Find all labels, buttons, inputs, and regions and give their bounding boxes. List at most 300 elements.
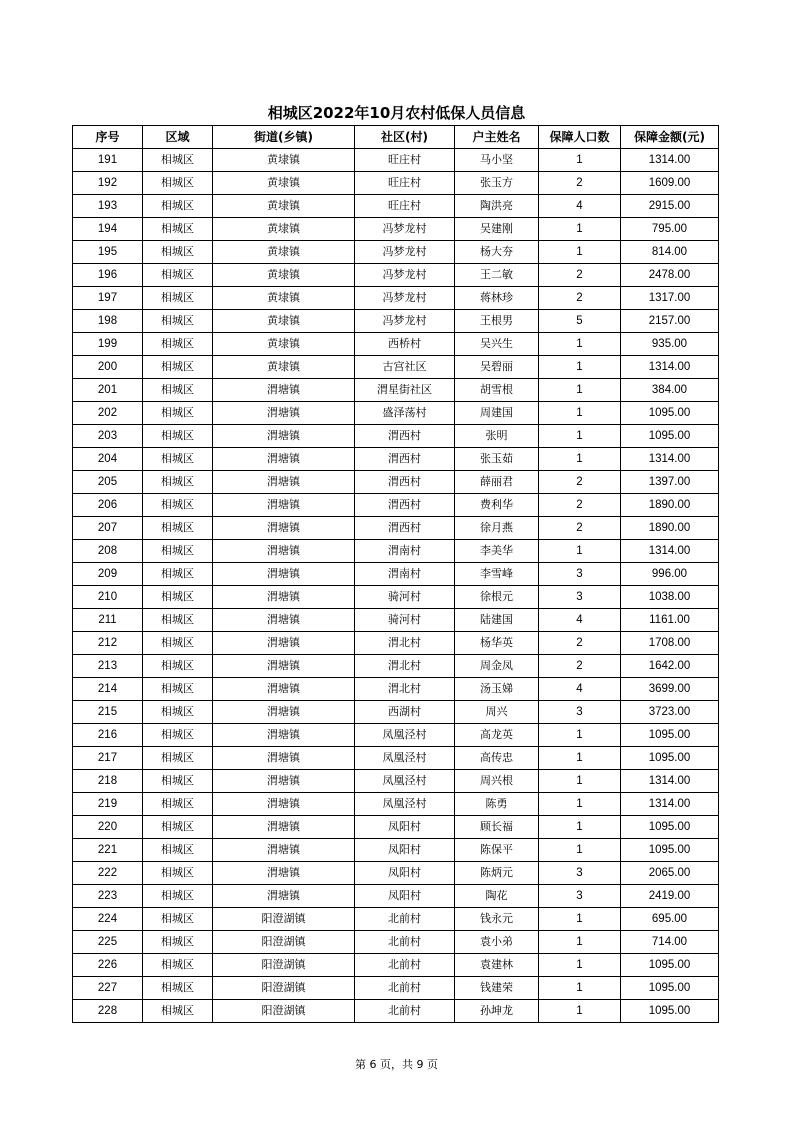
cell-street-town: 渭塘镇 — [213, 494, 355, 517]
cell-district: 相城区 — [143, 471, 213, 494]
cell-householder-name: 李雪峰 — [455, 563, 539, 586]
cell-district: 相城区 — [143, 655, 213, 678]
cell-seq-no: 223 — [73, 885, 143, 908]
subsistence-roster-table — [72, 125, 719, 1023]
table-row — [73, 609, 719, 632]
cell-community-village: 凤阳村 — [355, 862, 455, 885]
cell-householder-name: 陶花 — [455, 885, 539, 908]
cell-covered-persons: 3 — [539, 862, 621, 885]
cell-street-town: 黄埭镇 — [213, 172, 355, 195]
cell-seq-no: 220 — [73, 816, 143, 839]
cell-seq-no: 192 — [73, 172, 143, 195]
cell-householder-name: 李美华 — [455, 540, 539, 563]
cell-householder-name: 高传忠 — [455, 747, 539, 770]
cell-community-village: 渭西村 — [355, 517, 455, 540]
column-header-benefit-amount: 保障金额(元) — [621, 126, 719, 149]
cell-seq-no: 195 — [73, 241, 143, 264]
cell-district: 相城区 — [143, 793, 213, 816]
cell-benefit-amount: 935.00 — [621, 333, 719, 356]
table-row — [73, 333, 719, 356]
cell-district: 相城区 — [143, 632, 213, 655]
column-header-street-town: 街道(乡镇) — [213, 126, 355, 149]
table-row — [73, 816, 719, 839]
cell-district: 相城区 — [143, 149, 213, 172]
cell-householder-name: 杨大夯 — [455, 241, 539, 264]
cell-householder-name: 陈勇 — [455, 793, 539, 816]
cell-district: 相城区 — [143, 195, 213, 218]
cell-householder-name: 王二敏 — [455, 264, 539, 287]
cell-householder-name: 费利华 — [455, 494, 539, 517]
cell-benefit-amount: 2157.00 — [621, 310, 719, 333]
cell-covered-persons: 1 — [539, 931, 621, 954]
table-row — [73, 517, 719, 540]
cell-benefit-amount: 2915.00 — [621, 195, 719, 218]
page-footer: 第 6 页，共 9 页 — [355, 1058, 438, 1071]
table-row — [73, 149, 719, 172]
cell-district: 相城区 — [143, 563, 213, 586]
column-header-community-village: 社区(村) — [355, 126, 455, 149]
cell-street-town: 黄埭镇 — [213, 241, 355, 264]
cell-householder-name: 吴碧丽 — [455, 356, 539, 379]
cell-street-town: 渭塘镇 — [213, 678, 355, 701]
cell-benefit-amount: 1708.00 — [621, 632, 719, 655]
cell-community-village: 凤凰泾村 — [355, 770, 455, 793]
cell-street-town: 渭塘镇 — [213, 586, 355, 609]
cell-street-town: 黄埭镇 — [213, 310, 355, 333]
cell-street-town: 渭塘镇 — [213, 747, 355, 770]
cell-community-village: 骑河村 — [355, 609, 455, 632]
cell-benefit-amount: 2478.00 — [621, 264, 719, 287]
cell-householder-name: 袁建林 — [455, 954, 539, 977]
cell-street-town: 渭塘镇 — [213, 609, 355, 632]
cell-benefit-amount: 1890.00 — [621, 517, 719, 540]
cell-seq-no: 196 — [73, 264, 143, 287]
cell-covered-persons: 2 — [539, 632, 621, 655]
column-header-householder-name: 户主姓名 — [455, 126, 539, 149]
cell-householder-name: 陈炳元 — [455, 862, 539, 885]
cell-seq-no: 200 — [73, 356, 143, 379]
cell-district: 相城区 — [143, 885, 213, 908]
cell-covered-persons: 2 — [539, 471, 621, 494]
cell-benefit-amount: 1317.00 — [621, 287, 719, 310]
table-row — [73, 402, 719, 425]
cell-seq-no: 209 — [73, 563, 143, 586]
table-row — [73, 908, 719, 931]
cell-street-town: 阳澄湖镇 — [213, 954, 355, 977]
cell-seq-no: 212 — [73, 632, 143, 655]
cell-street-town: 黄埭镇 — [213, 149, 355, 172]
cell-householder-name: 周建国 — [455, 402, 539, 425]
cell-householder-name: 袁小弟 — [455, 931, 539, 954]
cell-district: 相城区 — [143, 931, 213, 954]
cell-district: 相城区 — [143, 494, 213, 517]
cell-community-village: 冯梦龙村 — [355, 264, 455, 287]
cell-district: 相城区 — [143, 678, 213, 701]
table-row — [73, 632, 719, 655]
cell-covered-persons: 1 — [539, 402, 621, 425]
cell-community-village: 古宫社区 — [355, 356, 455, 379]
cell-community-village: 盛泽荡村 — [355, 402, 455, 425]
cell-street-town: 渭塘镇 — [213, 379, 355, 402]
cell-seq-no: 228 — [73, 1000, 143, 1023]
table-row — [73, 425, 719, 448]
cell-community-village: 渭北村 — [355, 632, 455, 655]
cell-community-village: 渭西村 — [355, 425, 455, 448]
cell-benefit-amount: 3723.00 — [621, 701, 719, 724]
cell-covered-persons: 2 — [539, 517, 621, 540]
cell-householder-name: 周金凤 — [455, 655, 539, 678]
cell-covered-persons: 1 — [539, 1000, 621, 1023]
cell-seq-no: 203 — [73, 425, 143, 448]
cell-benefit-amount: 1095.00 — [621, 839, 719, 862]
table-row — [73, 195, 719, 218]
cell-covered-persons: 1 — [539, 908, 621, 931]
table-row — [73, 540, 719, 563]
cell-covered-persons: 1 — [539, 977, 621, 1000]
cell-district: 相城区 — [143, 540, 213, 563]
cell-benefit-amount: 996.00 — [621, 563, 719, 586]
cell-covered-persons: 1 — [539, 333, 621, 356]
cell-seq-no: 217 — [73, 747, 143, 770]
cell-community-village: 北前村 — [355, 954, 455, 977]
cell-benefit-amount: 814.00 — [621, 241, 719, 264]
cell-district: 相城区 — [143, 816, 213, 839]
cell-seq-no: 194 — [73, 218, 143, 241]
cell-covered-persons: 1 — [539, 149, 621, 172]
cell-seq-no: 207 — [73, 517, 143, 540]
cell-covered-persons: 2 — [539, 287, 621, 310]
cell-district: 相城区 — [143, 241, 213, 264]
column-header-seq-no: 序号 — [73, 126, 143, 149]
cell-benefit-amount: 1314.00 — [621, 149, 719, 172]
cell-community-village: 凤阳村 — [355, 885, 455, 908]
cell-district: 相城区 — [143, 862, 213, 885]
cell-householder-name: 徐月燕 — [455, 517, 539, 540]
cell-benefit-amount: 1314.00 — [621, 793, 719, 816]
cell-seq-no: 205 — [73, 471, 143, 494]
cell-benefit-amount: 3699.00 — [621, 678, 719, 701]
cell-street-town: 黄埭镇 — [213, 264, 355, 287]
cell-community-village: 渭西村 — [355, 494, 455, 517]
cell-community-village: 渭西村 — [355, 448, 455, 471]
cell-covered-persons: 3 — [539, 885, 621, 908]
cell-community-village: 渭西村 — [355, 471, 455, 494]
cell-householder-name: 吴兴生 — [455, 333, 539, 356]
cell-benefit-amount: 1890.00 — [621, 494, 719, 517]
cell-street-town: 渭塘镇 — [213, 425, 355, 448]
cell-seq-no: 225 — [73, 931, 143, 954]
cell-seq-no: 204 — [73, 448, 143, 471]
cell-householder-name: 马小坚 — [455, 149, 539, 172]
cell-district: 相城区 — [143, 425, 213, 448]
table-row — [73, 885, 719, 908]
cell-district: 相城区 — [143, 908, 213, 931]
table-body — [73, 149, 719, 1023]
cell-community-village: 旺庄村 — [355, 195, 455, 218]
cell-householder-name: 胡雪根 — [455, 379, 539, 402]
cell-covered-persons: 1 — [539, 816, 621, 839]
cell-benefit-amount: 1038.00 — [621, 586, 719, 609]
cell-benefit-amount: 695.00 — [621, 908, 719, 931]
cell-benefit-amount: 1095.00 — [621, 425, 719, 448]
cell-district: 相城区 — [143, 402, 213, 425]
cell-seq-no: 198 — [73, 310, 143, 333]
cell-district: 相城区 — [143, 747, 213, 770]
cell-benefit-amount: 1609.00 — [621, 172, 719, 195]
cell-benefit-amount: 384.00 — [621, 379, 719, 402]
cell-community-village: 冯梦龙村 — [355, 218, 455, 241]
cell-street-town: 黄埭镇 — [213, 333, 355, 356]
cell-community-village: 北前村 — [355, 931, 455, 954]
cell-covered-persons: 1 — [539, 241, 621, 264]
cell-householder-name: 孙坤龙 — [455, 1000, 539, 1023]
cell-district: 相城区 — [143, 724, 213, 747]
cell-seq-no: 226 — [73, 954, 143, 977]
table-row — [73, 655, 719, 678]
cell-district: 相城区 — [143, 770, 213, 793]
table-row — [73, 172, 719, 195]
cell-district: 相城区 — [143, 586, 213, 609]
column-header-district: 区域 — [143, 126, 213, 149]
cell-community-village: 凤凰泾村 — [355, 793, 455, 816]
cell-covered-persons: 1 — [539, 218, 621, 241]
table-row — [73, 747, 719, 770]
cell-covered-persons: 1 — [539, 724, 621, 747]
cell-street-town: 黄埭镇 — [213, 356, 355, 379]
cell-covered-persons: 3 — [539, 563, 621, 586]
cell-householder-name: 张玉方 — [455, 172, 539, 195]
cell-covered-persons: 4 — [539, 609, 621, 632]
cell-householder-name: 高龙英 — [455, 724, 539, 747]
cell-street-town: 渭塘镇 — [213, 701, 355, 724]
cell-street-town: 黄埭镇 — [213, 287, 355, 310]
cell-community-village: 凤凰泾村 — [355, 724, 455, 747]
cell-householder-name: 徐根元 — [455, 586, 539, 609]
cell-benefit-amount: 1095.00 — [621, 724, 719, 747]
table-row — [73, 862, 719, 885]
cell-seq-no: 215 — [73, 701, 143, 724]
cell-seq-no: 202 — [73, 402, 143, 425]
cell-street-town: 阳澄湖镇 — [213, 1000, 355, 1023]
cell-street-town: 渭塘镇 — [213, 540, 355, 563]
cell-community-village: 凤阳村 — [355, 816, 455, 839]
cell-community-village: 北前村 — [355, 977, 455, 1000]
cell-householder-name: 蒋林珍 — [455, 287, 539, 310]
table-row — [73, 494, 719, 517]
cell-street-town: 渭塘镇 — [213, 402, 355, 425]
cell-benefit-amount: 2065.00 — [621, 862, 719, 885]
table-row — [73, 218, 719, 241]
cell-householder-name: 薛丽君 — [455, 471, 539, 494]
cell-community-village: 西湖村 — [355, 701, 455, 724]
cell-street-town: 渭塘镇 — [213, 448, 355, 471]
cell-district: 相城区 — [143, 172, 213, 195]
cell-street-town: 渭塘镇 — [213, 862, 355, 885]
cell-covered-persons: 1 — [539, 839, 621, 862]
cell-community-village: 西桥村 — [355, 333, 455, 356]
cell-seq-no: 206 — [73, 494, 143, 517]
cell-benefit-amount: 1314.00 — [621, 448, 719, 471]
cell-district: 相城区 — [143, 333, 213, 356]
cell-covered-persons: 1 — [539, 356, 621, 379]
cell-district: 相城区 — [143, 954, 213, 977]
cell-covered-persons: 1 — [539, 793, 621, 816]
table-row — [73, 954, 719, 977]
table-row — [73, 287, 719, 310]
cell-benefit-amount: 1161.00 — [621, 609, 719, 632]
cell-district: 相城区 — [143, 701, 213, 724]
cell-covered-persons: 1 — [539, 540, 621, 563]
table-row — [73, 770, 719, 793]
table-row — [73, 264, 719, 287]
cell-seq-no: 213 — [73, 655, 143, 678]
cell-street-town: 黄埭镇 — [213, 218, 355, 241]
cell-community-village: 冯梦龙村 — [355, 310, 455, 333]
table-row — [73, 793, 719, 816]
cell-covered-persons: 3 — [539, 586, 621, 609]
cell-householder-name: 钱建荣 — [455, 977, 539, 1000]
cell-householder-name: 周兴根 — [455, 770, 539, 793]
cell-householder-name: 陶洪亮 — [455, 195, 539, 218]
cell-street-town: 渭塘镇 — [213, 770, 355, 793]
table-row — [73, 839, 719, 862]
cell-benefit-amount: 1095.00 — [621, 747, 719, 770]
cell-benefit-amount: 1095.00 — [621, 816, 719, 839]
table-row — [73, 448, 719, 471]
cell-street-town: 阳澄湖镇 — [213, 977, 355, 1000]
cell-street-town: 渭塘镇 — [213, 563, 355, 586]
cell-seq-no: 191 — [73, 149, 143, 172]
cell-covered-persons: 1 — [539, 747, 621, 770]
cell-covered-persons: 3 — [539, 701, 621, 724]
table-row — [73, 241, 719, 264]
cell-community-village: 北前村 — [355, 1000, 455, 1023]
cell-street-town: 渭塘镇 — [213, 655, 355, 678]
cell-benefit-amount: 1095.00 — [621, 977, 719, 1000]
cell-community-village: 北前村 — [355, 908, 455, 931]
cell-street-town: 渭塘镇 — [213, 471, 355, 494]
cell-benefit-amount: 1314.00 — [621, 540, 719, 563]
table-row — [73, 678, 719, 701]
cell-community-village: 冯梦龙村 — [355, 287, 455, 310]
cell-district: 相城区 — [143, 609, 213, 632]
column-header-covered-persons: 保障人口数 — [539, 126, 621, 149]
cell-covered-persons: 2 — [539, 494, 621, 517]
cell-covered-persons: 2 — [539, 172, 621, 195]
cell-district: 相城区 — [143, 218, 213, 241]
table-row — [73, 310, 719, 333]
cell-householder-name: 汤玉娣 — [455, 678, 539, 701]
cell-covered-persons: 1 — [539, 448, 621, 471]
cell-district: 相城区 — [143, 977, 213, 1000]
table-row — [73, 586, 719, 609]
cell-seq-no: 211 — [73, 609, 143, 632]
cell-street-town: 阳澄湖镇 — [213, 908, 355, 931]
cell-benefit-amount: 1314.00 — [621, 356, 719, 379]
cell-covered-persons: 4 — [539, 195, 621, 218]
cell-seq-no: 227 — [73, 977, 143, 1000]
cell-seq-no: 199 — [73, 333, 143, 356]
cell-street-town: 渭塘镇 — [213, 724, 355, 747]
table-row — [73, 356, 719, 379]
cell-seq-no: 216 — [73, 724, 143, 747]
cell-benefit-amount: 714.00 — [621, 931, 719, 954]
cell-community-village: 旺庄村 — [355, 172, 455, 195]
cell-street-town: 渭塘镇 — [213, 632, 355, 655]
cell-community-village: 渭星街社区 — [355, 379, 455, 402]
cell-seq-no: 193 — [73, 195, 143, 218]
cell-seq-no: 222 — [73, 862, 143, 885]
table-row — [73, 1000, 719, 1023]
cell-community-village: 凤阳村 — [355, 839, 455, 862]
cell-seq-no: 214 — [73, 678, 143, 701]
cell-covered-persons: 4 — [539, 678, 621, 701]
table-row — [73, 379, 719, 402]
cell-community-village: 骑河村 — [355, 586, 455, 609]
table-row — [73, 977, 719, 1000]
cell-street-town: 渭塘镇 — [213, 517, 355, 540]
cell-householder-name: 顾长福 — [455, 816, 539, 839]
cell-benefit-amount: 1095.00 — [621, 1000, 719, 1023]
table-row — [73, 724, 719, 747]
cell-householder-name: 张玉茹 — [455, 448, 539, 471]
table-row — [73, 563, 719, 586]
cell-householder-name: 周兴 — [455, 701, 539, 724]
cell-seq-no: 208 — [73, 540, 143, 563]
cell-district: 相城区 — [143, 379, 213, 402]
cell-district: 相城区 — [143, 310, 213, 333]
cell-seq-no: 219 — [73, 793, 143, 816]
cell-householder-name: 陈保平 — [455, 839, 539, 862]
cell-district: 相城区 — [143, 287, 213, 310]
cell-benefit-amount: 1642.00 — [621, 655, 719, 678]
cell-benefit-amount: 1095.00 — [621, 954, 719, 977]
cell-householder-name: 王根男 — [455, 310, 539, 333]
cell-district: 相城区 — [143, 448, 213, 471]
cell-district: 相城区 — [143, 1000, 213, 1023]
cell-seq-no: 224 — [73, 908, 143, 931]
table-row — [73, 931, 719, 954]
cell-community-village: 渭北村 — [355, 655, 455, 678]
cell-street-town: 渭塘镇 — [213, 816, 355, 839]
table-row — [73, 701, 719, 724]
cell-covered-persons: 2 — [539, 655, 621, 678]
cell-householder-name: 吴建刚 — [455, 218, 539, 241]
cell-district: 相城区 — [143, 517, 213, 540]
cell-community-village: 渭北村 — [355, 678, 455, 701]
cell-community-village: 旺庄村 — [355, 149, 455, 172]
cell-seq-no: 218 — [73, 770, 143, 793]
cell-householder-name: 钱永元 — [455, 908, 539, 931]
cell-seq-no: 201 — [73, 379, 143, 402]
table-header-row — [73, 126, 719, 149]
cell-district: 相城区 — [143, 839, 213, 862]
cell-covered-persons: 1 — [539, 954, 621, 977]
cell-householder-name: 张明 — [455, 425, 539, 448]
cell-covered-persons: 5 — [539, 310, 621, 333]
cell-covered-persons: 1 — [539, 770, 621, 793]
cell-benefit-amount: 1397.00 — [621, 471, 719, 494]
table-row — [73, 471, 719, 494]
cell-covered-persons: 2 — [539, 264, 621, 287]
cell-seq-no: 221 — [73, 839, 143, 862]
cell-benefit-amount: 2419.00 — [621, 885, 719, 908]
cell-community-village: 冯梦龙村 — [355, 241, 455, 264]
cell-covered-persons: 1 — [539, 379, 621, 402]
cell-seq-no: 197 — [73, 287, 143, 310]
cell-benefit-amount: 1095.00 — [621, 402, 719, 425]
cell-householder-name: 杨华英 — [455, 632, 539, 655]
